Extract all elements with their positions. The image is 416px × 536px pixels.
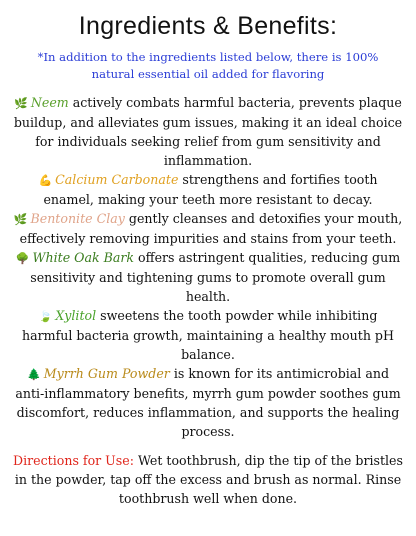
ingredient-description: offers astringent qualities, reducing gum sensitivity and tightening gums to promote overall gum health. [30,250,401,304]
ingredient-description: sweetens the tooth powder while inhibiting harmful bacteria growth, maintaining a healthy mouth pH balance. [22,308,394,362]
ingredient-xylitol [12,306,404,364]
ingredient-name: White Oak Bark [32,250,135,265]
flavoring-note: *In addition to the ingredients listed below, there is 100% natural essential oil added for flavoring [37,50,379,81]
ingredient-description: strengthens and fortifies tooth enamel, making your teeth more resistant to decay. [43,172,378,207]
ingredient-white-oak-bark [12,248,404,306]
ingredient-description: actively combats harmful bacteria, prevents plaque buildup, and alleviates gum issues, making it an ideal choice for individuals seeking relief from gum sensitivity and inflammation. [13,95,403,168]
directions-text: Wet toothbrush, dip the tip of the bristles in the powder, tap off the excess and brush as normal. Rinse toothbrush well when done. [14,453,403,506]
ingredient-myrrh-gum-powder [12,364,404,441]
ingredient-name: Calcium Carbonate [55,172,179,187]
ingredient-description: is known for its antimicrobial and anti-inflammatory benefits, myrrh gum powder soothes gum discomfort, reduces inflammation, and supports the healing process. [15,366,401,439]
ingredient-name: Neem [30,95,69,110]
page-title: Ingredients & Benefits: [78,12,338,40]
flexed-arm-icon: 💪 [38,174,53,187]
leaf-icon: 🌿 [14,97,28,110]
directions-label: Directions for Use: [13,453,134,468]
leaves-icon: 🍃 [38,310,53,323]
directions-for-use [12,451,404,508]
ingredient-bentonite-clay [12,209,404,248]
evergreen-tree-icon: 🌲 [26,368,41,381]
ingredient-name: Bentonite Clay [30,211,125,226]
tree-icon: 🌳 [15,252,30,265]
ingredient-description: gently cleanses and detoxifies your mouth, effectively removing impurities and stains from your teeth. [19,211,403,246]
ingredient-neem [12,93,404,170]
ingredient-name: Myrrh Gum Powder [43,366,170,381]
ingredient-calcium-carbonate [12,170,404,209]
leaf-icon: 🌿 [13,213,28,226]
ingredient-name: Xylitol [55,308,97,323]
